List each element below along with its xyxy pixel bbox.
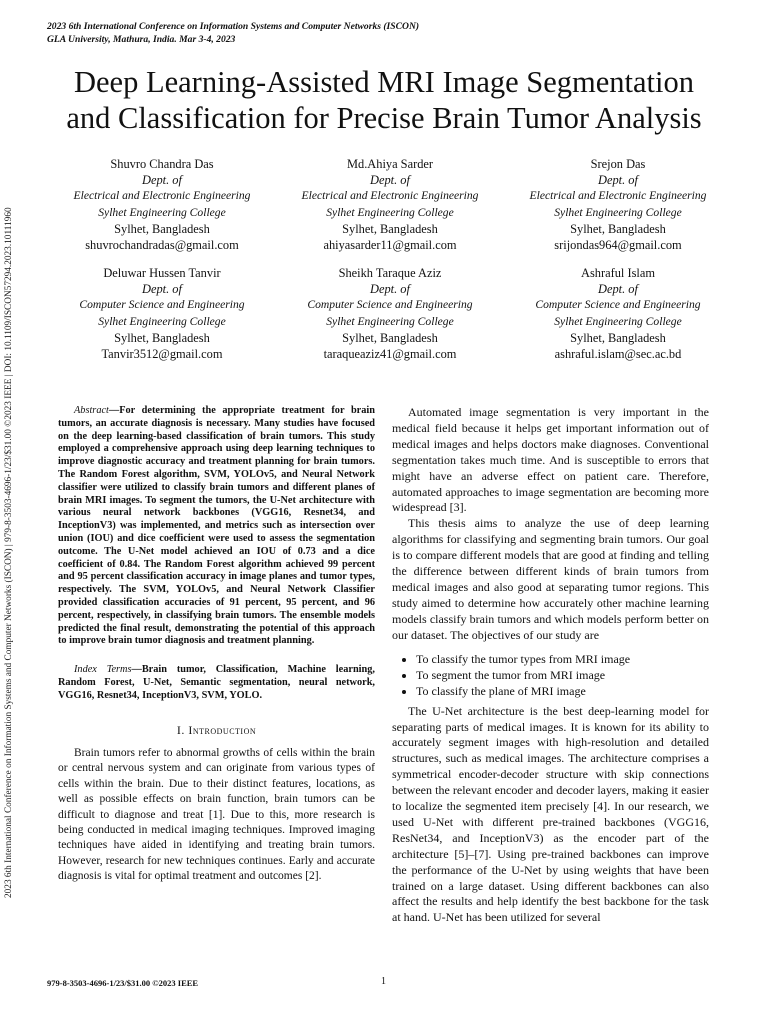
author-dept: Dept. of [370,282,410,297]
author-email: taraqueaziz41@gmail.com [323,347,457,362]
author-field: Electrical and Electronic Engineering [529,189,707,203]
conference-header [47,20,419,46]
author-location: Sylhet, Bangladesh [342,330,438,345]
conference-venue: GLA University, Mathura, India. Mar 3-4, 2023 [47,34,236,45]
author-name: Ashraful Islam [581,266,655,280]
conference-name: 2023 6th International Conference on Information Systems and Computer Networks (ISCON) [47,21,420,32]
author-field: Electrical and Electronic Engineering [73,189,251,203]
index-terms [58,664,375,702]
index-terms-text: —Brain tumor, Classification, Machine learning, Random Forest, U-Net, Semantic segmentation, neural network, VGG16, Resnet34, InceptionV3, SVM, YOLO. [58,664,375,701]
author-college: Sylhet Engineering College [326,314,454,328]
left-column [58,405,375,885]
section-title: Introduction [188,722,257,737]
list-item: • To segment the tumor from MRI image [416,667,709,683]
author-dept: Dept. of [598,173,638,188]
body-paragraph-segmentation: Automated image segmentation is very important in the medical field because it helps get important information out of medical images and helps doctors make diagnoses. Conventional segmentation takes much time. And is susceptible to errors that might have an adverse effect on patient care. Therefore, automated approaches to image segmentation are becoming more widespread [3]. [392,405,709,515]
author-email: ashraful.islam@sec.ac.bd [554,347,682,362]
list-item: • To classify the tumor types from MRI image [416,651,709,667]
title-line-1: Deep Learning-Assisted MRI Image Segmentation [73,65,694,99]
index-terms-label: Index Terms [74,664,132,676]
author-email: shuvrochandradas@gmail.com [85,238,239,253]
body-paragraph-unet: The U-Net architecture is the best deep-learning model for separating parts of medical images. It is known for its ability to accurately segment images with high-resolution and detailed structures, such as medical images. The architecture comprises a symmetrical encoder-decoder structure with skip connections between the relevant encoder and decoder layers, making it easier to localize the segmented item precisely [4]. In our research, we used U-Net with different pre-trained backbones (VGG16, ResNet34, and InceptionV3) as the encoder part of the architecture [5]–[7]. Using pre-trained backbones can improve the performance of the U-Net by using weights that have been trained on a large dataset. Using different backbones can also affect the results and help identify the best backbone for the task at hand. U-Net has been utilized for several [392,703,709,925]
paper-title [30,64,738,136]
author-location: Sylhet, Bangladesh [570,330,666,345]
abstract [58,405,375,648]
author-field: Computer Science and Engineering [79,298,245,312]
author-field: Electrical and Electronic Engineering [301,189,479,203]
author-name: Md.Ahiya Sarder [346,157,434,171]
section-number: I. [176,722,189,737]
title-line-2: and Classification for Precise Brain Tumor Analysis [66,101,702,135]
intro-paragraph: Brain tumors refer to abnormal growths of cells within the brain or central nervous system and can originate from various types of cells within the brain. Due to their distinct features, locations, as well as possible effects on brain function, brain tumors can be difficult to diagnose and treat [1]. Due to this, more research is being conducted in medical imaging techniques. Improved imaging techniques have aided in identifying and treating brain tumors. However, research for new techniques continues. Early and accurate diagnosis is vital for optimal treatment and outcomes [2]. [58,746,375,883]
author-college: Sylhet Engineering College [554,314,682,328]
author-block [48,156,276,253]
copyright-footer: 979-8-3503-4696-1/23/$31.00 ©2023 IEEE [47,978,199,988]
author-name: Srejon Das [590,157,646,171]
author-email: srijondas964@gmail.com [554,238,682,253]
author-name: Sheikh Taraque Aziz [338,266,442,280]
author-field: Computer Science and Engineering [535,298,701,312]
objectives-list [392,651,709,699]
author-block [504,156,732,253]
author-email: ahiyasarder11@gmail.com [323,238,457,253]
author-block [276,156,504,253]
author-row-1 [48,156,732,253]
author-college: Sylhet Engineering College [326,205,454,219]
author-dept: Dept. of [598,282,638,297]
author-location: Sylhet, Bangladesh [114,221,210,236]
author-location: Sylhet, Bangladesh [342,221,438,236]
author-block [48,265,276,362]
author-field: Computer Science and Engineering [307,298,473,312]
abstract-text: —For determining the appropriate treatment for brain tumors, an accurate diagnosis is necessary. Many studies have focused on the deep learning-based classification of brain tumors. This study employed a comprehensive approach using deep learning techniques to improve diagnostic accuracy and treatment planning for brain tumors. The Random Forest algorithm, SVM, YOLOv5, and Neural Network classifier were utilized to classify brain tumors and different planes of brain MRI images. To segment the tumors, the U-Net architecture with various neural network backbones (VGG16, Resnet34, and InceptionV3) was implemented, and metrics such as intersection over union (IOU) and dice coefficient were used to assess the segmentation outcome. The U-Net model achieved an IOU of 0.73 and a dice coefficient of 0.84. The Random Forest algorithm achieved 99 percent and 95 percent classification accuracy in image planes and tumor types, respectively. The SVM, YOLOv5, and Neural Network Classifier provided classification accuracies of 91 percent, 95 percent, and 96 percent, respectively, in classifying brain tumors. The ensemble models predicted the final result, demonstrating the potential of this approach to improve brain tumor diagnosis and treatment planning. [58,405,375,647]
author-college: Sylhet Engineering College [554,205,682,219]
abstract-label: Abstract [74,405,109,416]
author-block [504,265,732,362]
author-location: Sylhet, Bangladesh [570,221,666,236]
section-heading-introduction [58,723,375,738]
author-dept: Dept. of [370,173,410,188]
body-paragraph-aims: This thesis aims to analyze the use of deep learning algorithms for classifying and segmenting brain tumors. Our goal is to compare different models that are good at finding and telling the difference between different kinds of brain tumors from medical images and also good at separating tumor regions. This study aimed to determine how accurately other machine learning models classify brain tumors and which models perform better on our dataset. The objectives of our study are [392,516,709,642]
list-item: • To classify the plane of MRI image [416,683,709,699]
author-name: Shuvro Chandra Das [110,157,214,171]
author-row-2 [48,265,732,362]
author-email: Tanvir3512@gmail.com [101,347,223,362]
author-name: Deluwar Hussen Tanvir [103,266,221,280]
author-college: Sylhet Engineering College [98,205,226,219]
author-location: Sylhet, Bangladesh [114,330,210,345]
author-block [276,265,504,362]
side-doi-strip: 2023 6th International Conference on Information Systems and Computer Networks (ISCON) | 979-8-3503-4696-1/23/$31.00 ©2023 IEEE | DOI: 10.1109/ISCON57294.2023.10111960 [4,207,14,898]
right-column [392,405,709,926]
page-number: 1 [381,976,386,987]
author-college: Sylhet Engineering College [98,314,226,328]
author-dept: Dept. of [142,173,182,188]
author-dept: Dept. of [142,282,182,297]
